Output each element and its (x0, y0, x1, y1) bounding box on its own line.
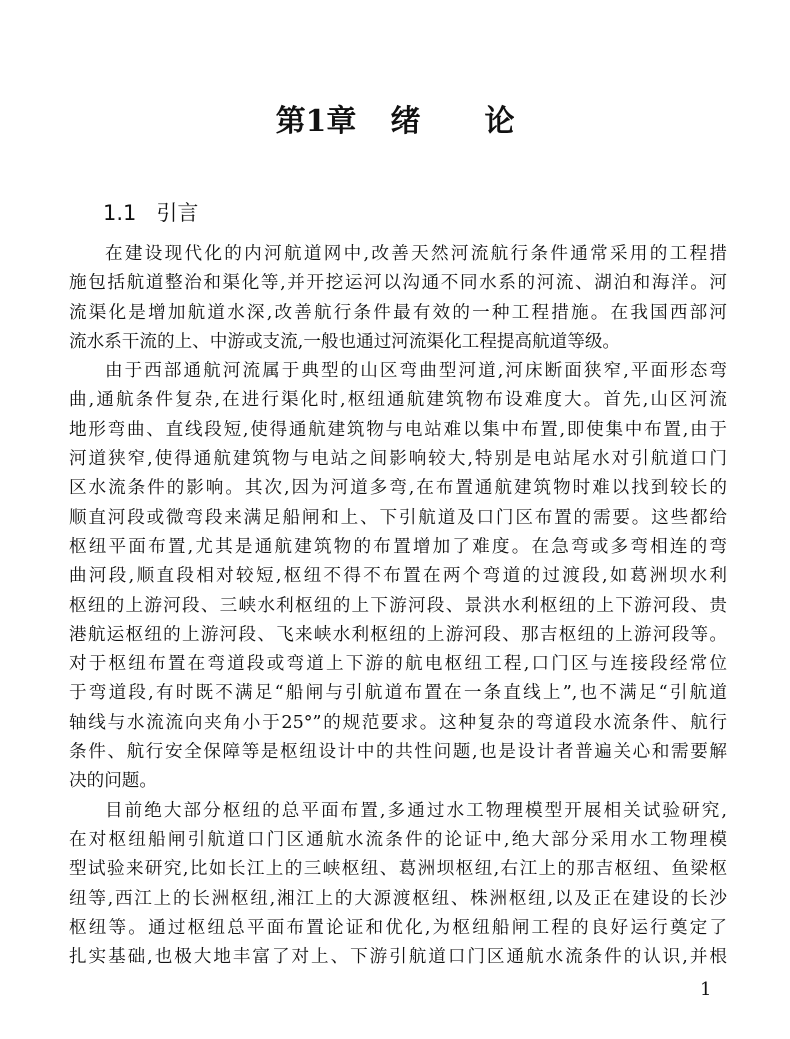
body-text (69, 240, 727, 972)
section-heading (103, 197, 198, 229)
text-line: 流渠化是增加航道水深,改善航行条件最有效的一种工程措施。在我国西部河 (69, 302, 727, 323)
text-line: 曲,通航条件复杂,在进行渠化时,枢纽通航建筑物布设难度大。首先,山区河流 (69, 390, 727, 411)
text-line: 施包括航道整治和渠化等,并开挖运河以沟通不同水系的河流、湖泊和海洋。河 (69, 273, 727, 294)
text-line: 港航运枢纽的上游河段、飞来峡水利枢纽的上游河段、那吉枢纽的上游河段等。 (69, 624, 727, 645)
text-line: 区水流条件的影响。其次,因为河道多弯,在布置通航建筑物时难以找到较长的 (69, 478, 727, 499)
text-line: 枢纽等。通过枢纽总平面布置论证和优化,为枢纽船闸工程的良好运行奠定了 (69, 917, 727, 938)
paragraph-3 (69, 797, 727, 973)
paragraph-1 (69, 240, 727, 357)
text-line: 决的问题。 (69, 771, 157, 792)
text-line: 枢纽的上游河段、三峡水利枢纽的上下游河段、景洪水利枢纽的上下游河段、贵 (69, 595, 727, 616)
chapter-title (0, 100, 790, 144)
text-line: 对于枢纽布置在弯道段或弯道上下游的航电枢纽工程,口门区与连接段经常位 (69, 654, 727, 675)
chapter-title-word-1: 绪 (390, 104, 421, 139)
paragraph-2 (69, 357, 727, 796)
text-line: 轴线与水流流向夹角小于25°”的规范要求。这种复杂的弯道段水流条件、航行 (69, 712, 727, 733)
text-line: 目前绝大部分枢纽的总平面布置,多通过水工物理模型开展相关试验研究, (105, 800, 727, 821)
text-line: 地形弯曲、直线段短,使得通航建筑物与电站难以集中布置,即使集中布置,由于 (69, 419, 727, 440)
text-line: 顺直河段或微弯段来满足船闸和上、下引航道及口门区布置的需要。这些都给 (69, 507, 727, 528)
section-title: 引言 (156, 201, 199, 225)
text-line: 在建设现代化的内河航道网中,改善天然河流航行条件通常采用的工程措 (105, 244, 727, 264)
text-line: 河道狭窄,使得通航建筑物与电站之间影响较大,特别是电站尾水对引航道口门 (69, 449, 727, 470)
text-line: 于弯道段,有时既不满足“船闸与引航道布置在一条直线上”,也不满足“引航道 (69, 683, 727, 704)
chapter-label: 第1章 (275, 104, 357, 139)
chapter-title-word-2: 论 (484, 104, 515, 139)
section-number: 1.1 (103, 201, 137, 225)
text-line: 在对枢纽船闸引航道口门区通航水流条件的论证中,绝大部分采用水工物理模 (69, 829, 727, 850)
text-line: 流水系干流的上、中游或支流,一般也通过河流渠化工程提高航道等级。 (69, 331, 621, 352)
text-line: 曲河段,顺直段相对较短,枢纽不得不布置在两个弯道的过渡段,如葛洲坝水利 (69, 566, 727, 587)
text-line: 型试验来研究,比如长江上的三峡枢纽、葛洲坝枢纽,右江上的那吉枢纽、鱼梁枢 (69, 859, 727, 880)
text-line: 扎实基础,也极大地丰富了对上、下游引航道口门区通航水流条件的认识,并根 (69, 947, 727, 968)
text-line: 由于西部通航河流属于典型的山区弯曲型河道,河床断面狭窄,平面形态弯 (105, 361, 727, 382)
text-line: 纽等,西江上的长洲枢纽,湘江上的大源渡枢纽、株洲枢纽,以及正在建设的长沙 (69, 888, 727, 909)
page-number: 1 (700, 979, 712, 1000)
text-line: 枢纽平面布置,尤其是通航建筑物的布置增加了难度。在急弯或多弯相连的弯 (69, 536, 727, 557)
text-line: 条件、航行安全保障等是枢纽设计中的共性问题,也是设计者普遍关心和需要解 (69, 742, 727, 763)
